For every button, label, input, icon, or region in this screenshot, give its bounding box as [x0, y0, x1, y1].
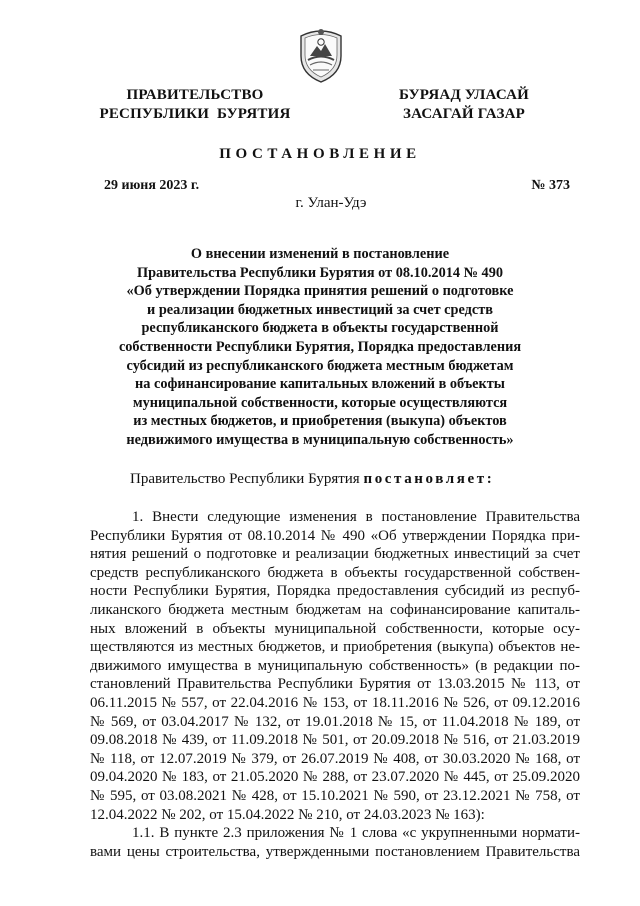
- body-line: нятия решений о подготовке и реализации бюджетных инвестиций за счет: [90, 546, 580, 563]
- body-line: 09.04.2020 № 183, от 21.05.2020 № 288, от 23.07.2020 № 445, от 25.09.2020: [90, 769, 580, 786]
- body-line: 12.04.2022 № 202, от 15.04.2022 № 210, от 24.03.2023 № 163):: [90, 806, 485, 823]
- body-line: 09.08.2018 № 439, от 11.09.2018 № 501, от 20.09.2018 № 516, от 21.03.2019: [90, 732, 580, 749]
- coat-of-arms-icon: [296, 22, 346, 84]
- body-line: становлений Правительства Республики Бурятия от 13.03.2015 № 113, от: [90, 676, 580, 693]
- header-right: [384, 86, 544, 124]
- header-left-line-1: ПРАВИТЕЛЬСТВО: [126, 87, 264, 103]
- document-date: 29 июня 2023 г.: [104, 178, 200, 193]
- title-line: субсидий из республиканского бюджета местным бюджетам: [126, 357, 514, 374]
- body-line: ликанского бюджета местным бюджетам на софинансирование капиталь-: [90, 601, 580, 618]
- body-line: движимого имущества в муниципальную собственность» (в редакции по-: [90, 657, 580, 674]
- body-line: № 118, от 12.07.2019 № 379, от 26.07.2019 № 408, от 30.03.2020 № 168, от: [90, 750, 580, 767]
- body-line: вами цены строительства, утвержденными постановлением Правительства: [90, 843, 580, 860]
- document-title: [90, 245, 550, 450]
- header-left-line-2: РЕСПУБЛИКИ БУРЯТИЯ: [99, 106, 291, 122]
- title-line: Правительства Республики Бурятия от 08.10.2014 № 490: [136, 264, 503, 281]
- header-left: [90, 86, 300, 124]
- document-city: г. Улан-Удэ: [295, 195, 367, 211]
- title-line: «Об утверждении Порядка принятия решений о подготовке: [126, 283, 514, 300]
- title-line: муниципальной собственности, которые осуществляются: [132, 394, 508, 411]
- title-line: из местных бюджетов, и приобретения (выкупа) объектов: [133, 413, 507, 430]
- title-line: недвижимого имущества в муниципальную собственность»: [126, 431, 514, 448]
- title-line: республиканского бюджета в объекты государственной: [141, 320, 499, 337]
- title-line: собственности Республики Бурятия, Порядка предоставления: [118, 338, 522, 355]
- body-line: 06.11.2015 № 557, от 22.04.2016 № 153, от 18.11.2016 № 526, от 09.12.2016: [90, 694, 580, 711]
- body-line: 1.1. В пункте 2.3 приложения № 1 слова «с укрупненными нормати-: [132, 825, 580, 842]
- title-line: на софинансирование капитальных вложений в объекты: [135, 376, 505, 393]
- body-line: ных вложений в объекты муниципальной собственности, которые осу-: [90, 620, 580, 637]
- body-line: ности Республики Бурятия, Порядка предоставления субсидий из респуб-: [90, 583, 580, 600]
- document-number: № 373: [531, 178, 570, 193]
- preamble-text: Правительство Республики Бурятия: [130, 471, 364, 487]
- title-line: О внесении изменений в постановление: [190, 246, 450, 262]
- document-body: [90, 508, 580, 861]
- body-line: средств республиканского бюджета в объекты государственной собствен-: [90, 564, 580, 581]
- body-line: № 569, от 03.04.2017 № 132, от 19.01.2018 № 15, от 11.04.2018 № 189, от: [90, 713, 580, 730]
- body-line: Республики Бурятия от 08.10.2014 № 490 «Об утверждении Порядка при-: [90, 527, 580, 544]
- header-right-line-2: ЗАСАГАЙ ГАЗАР: [403, 106, 525, 122]
- preamble-emphasis: постановляет:: [363, 471, 495, 487]
- title-line: и реализации бюджетных инвестиций за счет средств: [147, 301, 493, 318]
- document-type: ПОСТАНОВЛЕНИЕ: [219, 146, 421, 162]
- header-right-line-1: БУРЯАД УЛАСАЙ: [398, 87, 530, 103]
- body-line: 1. Внести следующие изменения в постановление Правительства: [132, 509, 580, 525]
- preamble: [130, 471, 494, 488]
- body-line: № 595, от 03.08.2021 № 428, от 15.10.2021 № 590, от 23.12.2021 № 758, от: [90, 787, 580, 804]
- body-line: ществляются из местных бюджетов, и приобретения (выкупа) объектов не-: [90, 639, 580, 656]
